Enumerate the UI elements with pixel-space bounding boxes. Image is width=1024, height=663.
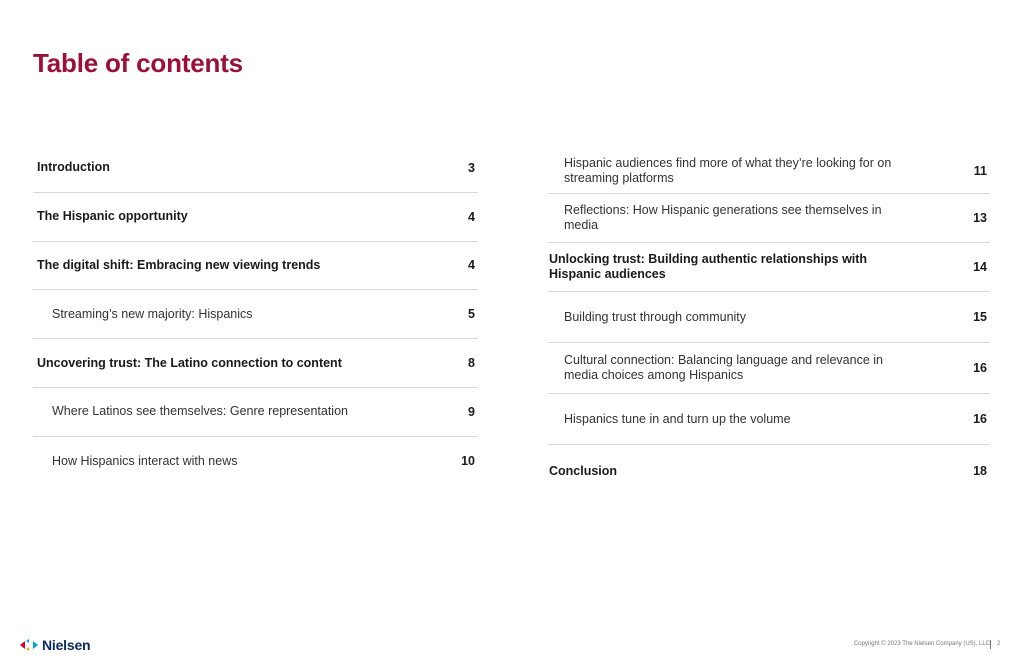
toc-entry-label: Conclusion bbox=[549, 463, 618, 478]
toc-entry-page: 4 bbox=[468, 209, 475, 224]
toc-entry[interactable] bbox=[548, 194, 990, 243]
toc-entry-label: Introduction bbox=[37, 160, 110, 175]
nielsen-logo bbox=[20, 637, 90, 653]
toc-entry-page: 4 bbox=[468, 258, 475, 273]
toc-entry-page: 3 bbox=[468, 160, 475, 175]
toc-entry[interactable] bbox=[33, 193, 478, 242]
toc-entry-page: 16 bbox=[973, 412, 987, 426]
toc-entry[interactable] bbox=[548, 343, 990, 394]
page-number: 2 bbox=[997, 641, 1001, 647]
toc-entry-page: 16 bbox=[973, 361, 987, 375]
toc-entry-label: Cultural connection: Balancing language and relevance in media choices among Hispanics bbox=[564, 353, 883, 382]
toc-entry[interactable] bbox=[548, 148, 990, 194]
toc-entry[interactable] bbox=[33, 144, 478, 193]
toc-entry-label: Streaming’s new majority: Hispanics bbox=[52, 306, 253, 321]
toc-entry[interactable] bbox=[548, 292, 990, 343]
toc-entry-label: Reflections: How Hispanic generations see themselves in media bbox=[564, 203, 882, 232]
toc-entry-page: 9 bbox=[468, 404, 475, 419]
toc-left-column bbox=[33, 144, 478, 486]
nielsen-logo-icon bbox=[20, 639, 38, 651]
toc-entry-page: 15 bbox=[973, 310, 987, 324]
toc-entry-page: 13 bbox=[973, 211, 987, 225]
toc-entry[interactable] bbox=[33, 290, 478, 339]
toc-entry-label: Hispanics tune in and turn up the volume bbox=[564, 411, 791, 426]
toc-entry-label: Unlocking trust: Building authentic relationships with Hispanic audiences bbox=[549, 252, 868, 281]
toc-entry[interactable] bbox=[33, 437, 478, 486]
toc-entry-page: 5 bbox=[468, 307, 475, 322]
toc-entry[interactable] bbox=[548, 394, 990, 445]
toc-entry-label: Building trust through community bbox=[564, 309, 747, 324]
toc-entry-label: The Hispanic opportunity bbox=[37, 209, 188, 224]
toc-entry-page: 18 bbox=[973, 464, 987, 478]
copyright-text: Copyright © 2023 The Nielsen Company (US), LLC bbox=[853, 641, 990, 647]
toc-entry[interactable] bbox=[548, 445, 990, 497]
toc-entry[interactable] bbox=[33, 339, 478, 388]
toc-entry[interactable] bbox=[548, 243, 990, 292]
toc-entry-page: 14 bbox=[973, 260, 987, 274]
toc-entry-label: How Hispanics interact with news bbox=[52, 453, 238, 468]
footer-divider bbox=[990, 640, 991, 649]
toc-right-column bbox=[548, 148, 990, 497]
toc-entry[interactable] bbox=[33, 242, 478, 291]
toc-entry-page: 10 bbox=[461, 454, 475, 469]
brand-name: Nielsen bbox=[42, 637, 91, 653]
toc-entry[interactable] bbox=[33, 388, 478, 437]
page-title: Table of contents bbox=[33, 48, 243, 78]
toc-entry-label: Where Latinos see themselves: Genre representation bbox=[52, 404, 348, 419]
toc-entry-page: 11 bbox=[973, 163, 987, 178]
toc-entry-label: Uncovering trust: The Latino connection to content bbox=[37, 355, 342, 370]
toc-entry-label: Hispanic audiences find more of what they’re looking for on streaming platforms bbox=[564, 155, 892, 185]
toc-entry-label: The digital shift: Embracing new viewing trends bbox=[37, 257, 321, 272]
toc-entry-page: 8 bbox=[468, 356, 475, 371]
